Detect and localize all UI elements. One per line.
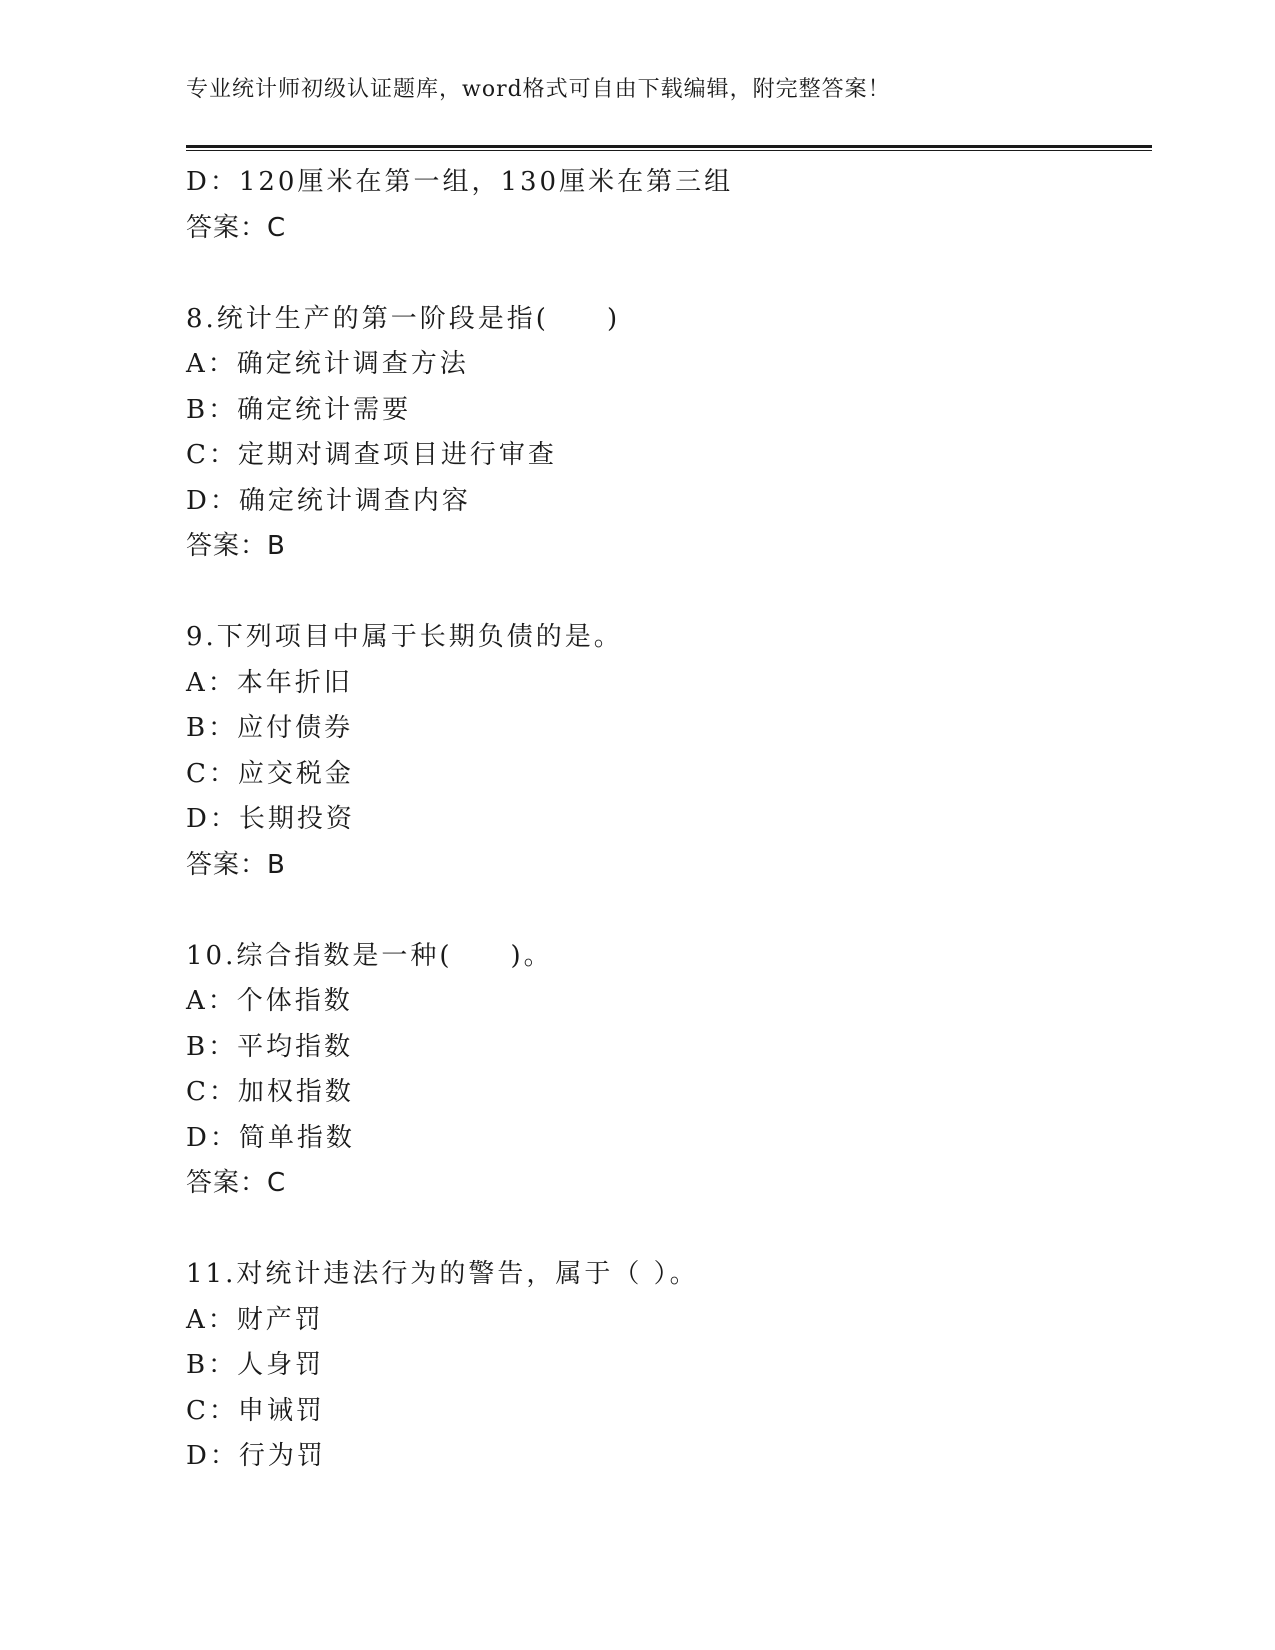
option-c: C：申诫罚 [186,1395,325,1426]
spacer [186,570,1146,616]
question-stem: 11.对统计违法行为的警告，属于（ ）。 [186,1259,699,1289]
answer: 答案：B [186,531,286,561]
answer: 答案：B [186,849,286,880]
question-content [186,160,1146,1480]
option-c: C：应交税金 [186,758,354,789]
question-stem: 10.综合指数是一种( )。 [186,940,553,971]
spacer [186,888,1146,934]
option-a: A：本年折旧 [186,667,353,698]
q7-answer: 答案：C [186,212,287,243]
option-b: B：人身罚 [186,1350,325,1380]
option-b: B：平均指数 [186,1031,354,1062]
page-header: 专业统计师初级认证题库，word格式可自由下载编辑，附完整答案！ [186,77,891,102]
option-a: A：确定统计调查方法 [186,349,469,379]
option-d: D：简单指数 [186,1122,355,1153]
option-b: B：应付债券 [186,713,354,743]
question-stem: 8.统计生产的第一阶段是指( ) [186,303,621,334]
answer: 答案：C [186,1168,287,1198]
header-rule-thick [186,145,1152,148]
option-d: D：行为罚 [186,1441,326,1471]
question-8 [186,297,1146,570]
spacer [186,1207,1146,1253]
spacer [186,251,1146,297]
header-rule-thin [186,150,1152,151]
option-a: A：个体指数 [186,986,353,1016]
question-11 [186,1252,1146,1480]
question-10 [186,934,1146,1207]
question-stem: 9.下列项目中属于长期负债的是。 [186,622,623,652]
option-b: B：确定统计需要 [186,394,412,425]
option-d: D：确定统计调查内容 [186,485,471,516]
q7-option-d: D：120厘米在第一组，130厘米在第三组 [186,167,734,197]
option-c: C：加权指数 [186,1077,354,1107]
option-c: C：定期对调查项目进行审查 [186,440,557,470]
question-9 [186,615,1146,888]
option-a: A：财产罚 [186,1304,324,1335]
option-d: D：长期投资 [186,804,355,834]
